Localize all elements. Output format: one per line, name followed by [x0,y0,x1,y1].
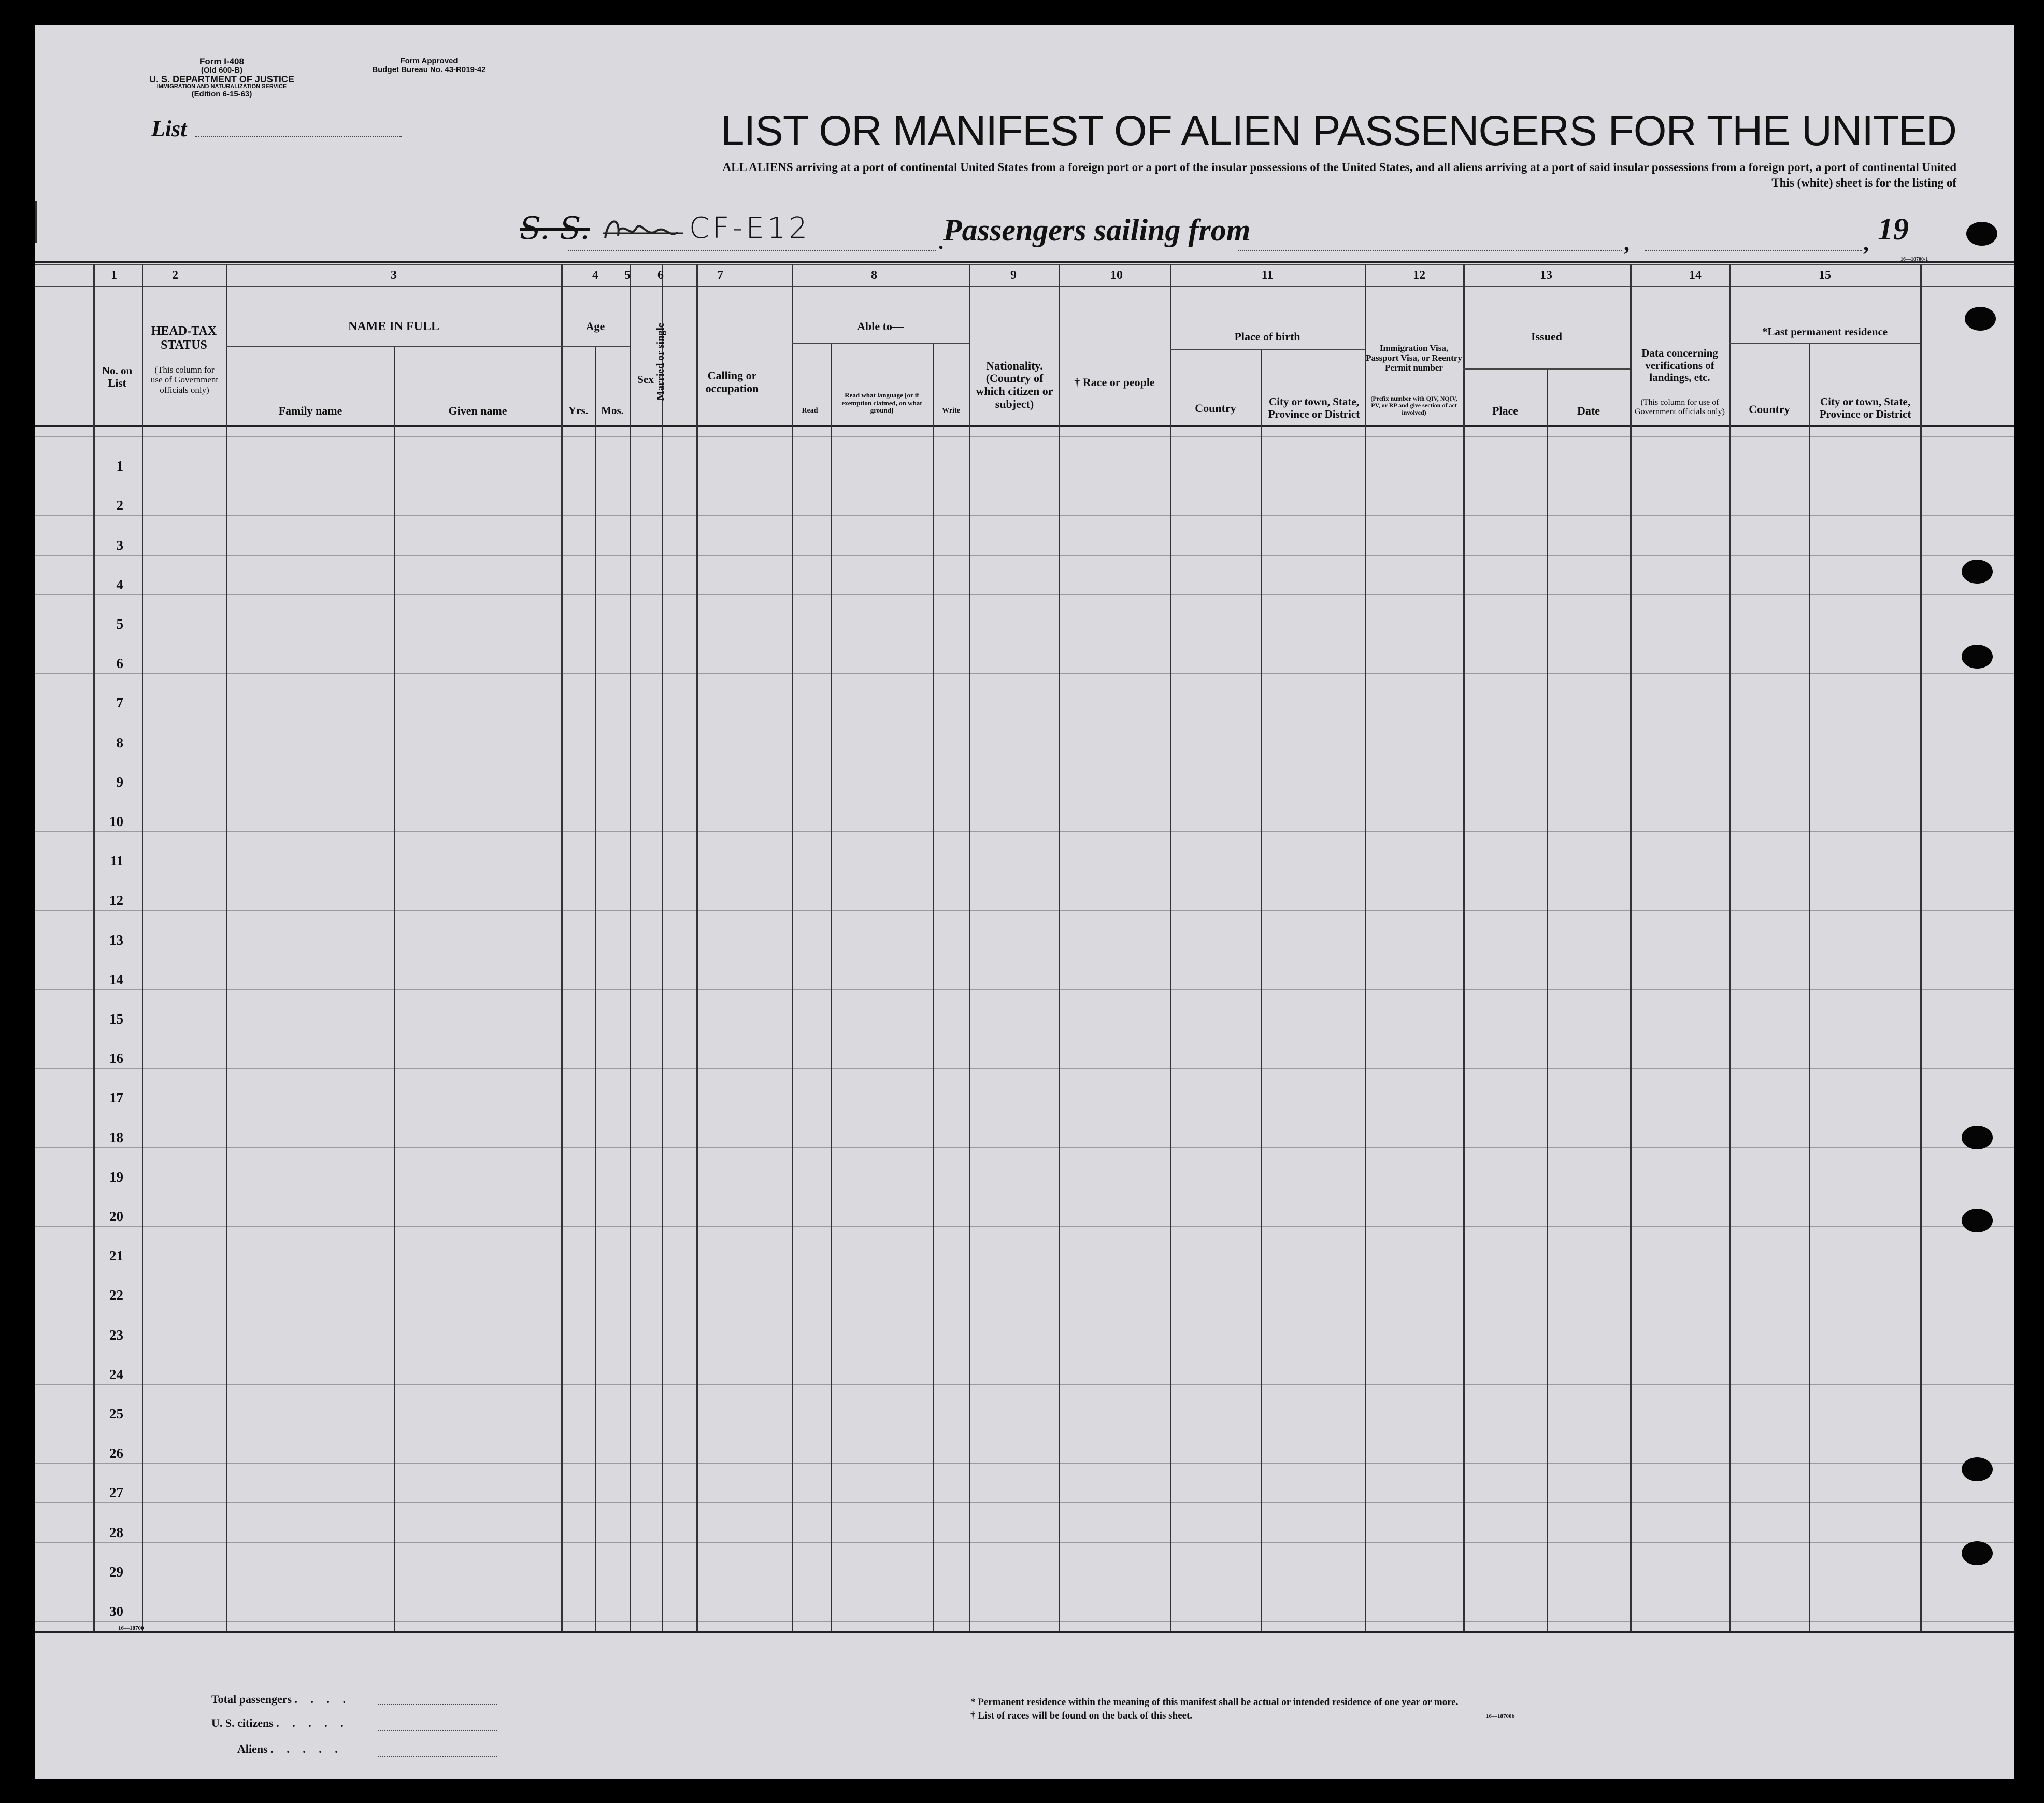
column-rule [561,264,563,1631]
form-id-block [113,57,331,98]
header-able-to: Able to— [857,320,904,333]
age-subrule [561,346,630,347]
header-race: † Race or people [1074,375,1155,389]
row-number: 23 [109,1327,123,1343]
colnum-9: 9 [1010,268,1017,282]
row-rule [35,1226,2014,1227]
column-rule [1630,264,1632,1631]
header-family-name: Family name [278,404,342,417]
list-label: List [151,116,187,141]
row-number: 15 [109,1011,123,1027]
header-place: Place [1492,404,1519,417]
crossed-handwriting-icon [600,207,688,254]
row-rule [35,436,2014,437]
header-city-town-2: City or town, State, Province or District [1819,395,1911,420]
row-number: 5 [116,616,123,632]
header-country: Country [1195,401,1236,415]
header-no-on-list: No. on List [102,364,133,389]
column-rule [1261,349,1262,1631]
row-rule [35,1542,2014,1543]
header-issued: Issued [1531,330,1562,344]
subtitle: ALL ALIENS arriving at a port of continental United States from a foreign port or a port of the insular possessions of the United States, and all aliens arriving at a port of said insular possessions from a foreign port, a port of continental United [722,161,1956,174]
department: U. S. DEPARTMENT OF JUSTICE [149,74,294,84]
column-rule [595,346,596,1631]
form-approved: Form Approved [400,56,458,65]
row-number: 1 [116,458,123,474]
row-rule [35,1502,2014,1503]
row-rule [35,673,2014,674]
header-married: Married or single [654,323,666,401]
punch-hole-icon [1962,1126,1993,1149]
manifest-sheet [35,25,2014,1779]
comma-2: , [1863,230,1869,255]
column-rule [1729,264,1731,1631]
row-number: 3 [116,537,123,553]
row-rule [35,515,2014,516]
column-rule [1059,264,1060,1631]
colnum-13: 13 [1540,268,1552,282]
header-head-tax-note: (This column for use of Government officials only) [150,365,219,395]
dot-leader: . . . . [294,1693,351,1706]
row-number: 21 [109,1248,123,1264]
sailing-date-field[interactable] [1645,250,1862,251]
table-top-rule-2 [35,264,2014,265]
colnum-rule [35,286,2014,287]
column-rule [630,264,631,1631]
header-date: Date [1577,404,1600,417]
ship-dot: . [938,230,944,253]
page-title: LIST OR MANIFEST OF ALIEN PASSENGERS FOR THE UNITED [720,107,1956,154]
punch-hole-icon [1966,222,1997,246]
row-number: 20 [109,1209,123,1224]
aliens-label: Aliens [237,1742,268,1755]
colnum-11: 11 [1261,268,1274,282]
row-number: 14 [109,971,123,987]
row-number: 7 [116,695,123,711]
row-number: 24 [109,1366,123,1382]
punch-hole-icon [1962,560,1993,584]
punch-hole-icon [1962,645,1993,669]
punch-hole-icon [1962,1457,1993,1481]
row-number: 19 [109,1169,123,1185]
header-write: Write [942,407,960,415]
row-number: 22 [109,1287,123,1303]
column-rule [831,343,832,1631]
row-number: 16 [109,1050,123,1067]
row-rule [35,1384,2014,1385]
total-passengers-label: Total passengers [211,1693,292,1706]
row-number: 9 [116,774,123,790]
colnum-2: 2 [172,268,178,282]
colnum-3: 3 [391,268,397,282]
header-nationality: Nationality. (Country of which citizen or subject) [976,359,1053,410]
table-top-rule [35,261,2014,263]
header-calling: Calling or occupation [705,369,759,395]
binding-mark [35,201,37,243]
name-subrule [226,346,561,347]
year-prefix: 19 [1878,212,1909,246]
aliens-field[interactable] [378,1756,497,1757]
issued-subrule [1463,368,1630,370]
punch-hole-icon [1962,1209,1993,1232]
row-rule [35,1621,2014,1622]
header-sex: Sex [637,373,654,386]
row-rule [35,831,2014,832]
column-rule [696,264,698,1631]
colnum-6: 6 [657,268,664,282]
us-citizens-field[interactable] [378,1730,497,1731]
ship-name-underline [568,250,936,251]
footer-us-row [211,1716,349,1730]
row-number: 2 [116,498,123,514]
budget-bureau: Budget Bureau No. 43-R019-42 [372,65,486,74]
print-code-bottom-right: 16—18700b [1486,1713,1515,1720]
table-bottom-rule [35,1631,2014,1633]
colnum-15: 15 [1819,268,1831,282]
header-last-residence: *Last permanent residence [1762,325,1888,338]
row-number: 25 [109,1406,123,1422]
dot-leader: . . . . . [270,1742,343,1755]
column-rule [1809,343,1810,1631]
row-number: 17 [109,1090,123,1106]
column-rule [933,343,934,1631]
column-rule [792,264,793,1631]
column-rule [1547,368,1548,1631]
column-rule [662,264,663,1631]
header-data-concerning: Data concerning verifications of landings, etc. [1641,347,1718,384]
row-number: 10 [109,814,123,829]
row-number: 12 [109,892,123,908]
header-visa-note: (Prefix number with QIV, NQIV, PV, or RP and give section of act involved) [1370,394,1457,416]
row-number: 18 [109,1129,123,1145]
footnote-residence: * Permanent residence within the meaning of this manifest shall be actual or intended residence of one year or more. [970,1697,1459,1708]
header-head-tax: HEAD-TAX STATUS [151,324,217,352]
column-rule [394,346,395,1631]
header-data-note: (This column for use of Government officials only) [1635,397,1725,416]
header-given-name: Given name [448,404,507,417]
dot-leader: . . . . . [276,1716,349,1729]
column-rule [1920,264,1922,1631]
row-rule [35,1068,2014,1069]
row-rule [35,1147,2014,1148]
print-code-top: 16—10700-1 [1900,257,1928,262]
column-rule [226,264,227,1631]
us-citizens-label: U. S. citizens [211,1716,274,1729]
row-rule [35,555,2014,556]
approval-block [351,57,507,74]
list-number-field[interactable] [195,136,402,137]
birth-subrule [1170,349,1365,350]
header-read: Read [802,407,818,415]
colnum-12: 12 [1413,268,1425,282]
column-rule [142,264,143,1631]
able-subrule [792,343,969,344]
footer-aliens-row [237,1742,343,1756]
sailing-from-label: Passengers sailing from [943,213,1251,247]
row-number: 4 [116,576,123,592]
colnum-10: 10 [1110,268,1123,282]
footnote-races: † List of races will be found on the back of this sheet. [970,1710,1193,1721]
service: IMMIGRATION AND NATURALIZATION SERVICE [156,83,287,90]
colnum-5: 5 [624,268,631,282]
header-mos: Mos. [601,404,624,417]
row-number: 26 [109,1445,123,1461]
header-yrs: Yrs. [568,404,588,417]
header-visa: Immigration Visa, Passport Visa, or Reentry Permit number [1366,343,1462,373]
total-passengers-field[interactable] [378,1704,497,1705]
print-code-bottom-left: 16—18700 [118,1625,144,1631]
header-country-2: Country [1749,403,1790,416]
row-number: 8 [116,734,123,750]
header-age: Age [585,320,605,333]
row-rule [35,594,2014,595]
row-number: 28 [109,1524,123,1540]
row-rule [35,910,2014,911]
header-city-town: City or town, State, Province or District [1268,395,1360,420]
column-rule [1463,264,1465,1631]
row-rule [35,1463,2014,1464]
row-number: 29 [109,1564,123,1580]
colnum-4: 4 [592,268,598,282]
colnum-7: 7 [717,268,723,282]
ship-prefix: S. S. [520,210,590,247]
row-rule [35,989,2014,990]
sailing-port-field[interactable] [1238,250,1622,251]
footer-total-row [211,1693,351,1706]
header-name-in-full: NAME IN FULL [348,320,439,334]
subtitle-2: This (white) sheet is for the listing of [1771,176,1956,189]
column-rule [1170,264,1171,1631]
colnum-14: 14 [1689,268,1702,282]
row-number: 27 [109,1485,123,1501]
row-number: 13 [109,932,123,948]
edition: (Edition 6-15-63) [191,90,252,99]
ship-name-handwritten: CF-E12 [689,211,811,245]
punch-hole-icon [1965,307,1996,331]
punch-hole-icon [1962,1541,1993,1565]
form-old-number: (Old 600-B) [201,65,242,75]
row-number: 30 [109,1603,123,1619]
column-rule [969,264,970,1631]
header-place-of-birth: Place of birth [1234,330,1300,344]
comma: , [1624,230,1630,255]
header-read-what: Read what language [or if exemption claimed, on what ground] [841,391,922,415]
colnum-8: 8 [871,268,877,282]
column-rule [1365,264,1366,1631]
row-number: 6 [116,656,123,672]
form-number: Form I-408 [199,56,244,66]
colnum-1: 1 [111,268,117,282]
row-number: 11 [110,853,123,869]
